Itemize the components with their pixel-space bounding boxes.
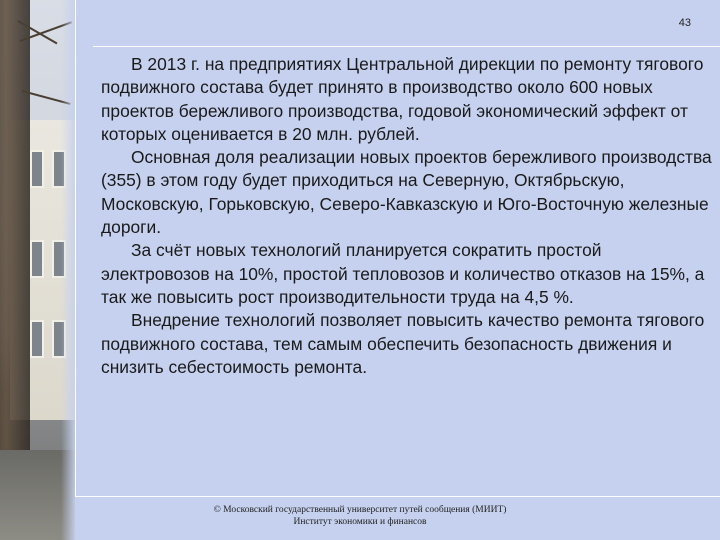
top-divider bbox=[93, 46, 720, 47]
paragraph: В 2013 г. на предприятиях Центральной дирекции по ремонту тягового подвижного состава будет принято в производство около 600 новых проектов бережливого производства, годовой экономический эффект от которых оценивается в 20 млн. рублей. bbox=[101, 54, 704, 144]
photo-fade bbox=[61, 0, 75, 540]
paragraph: За счёт новых технологий планируется сократить простой электровозов на 10%, простой тепловозов и количество отказов на 15%, а так же повысить рост производительности труда на 4,5 %. bbox=[101, 240, 705, 307]
building-photo bbox=[0, 0, 75, 540]
footer-copyright: © Московский государственный университет путей сообщения (МИИТ) bbox=[213, 505, 507, 515]
building-window bbox=[30, 150, 44, 188]
footer-institute: Институт экономики и финансов bbox=[293, 517, 427, 527]
bottom-divider bbox=[75, 496, 720, 497]
paragraph: Внедрение технологий позволяет повысить качество ремонта тягового подвижного состава, тем самым обеспечить безопасность движения и снизить себестоимость ремонта. bbox=[101, 310, 705, 377]
slide-body bbox=[101, 53, 713, 379]
footer bbox=[160, 504, 560, 528]
paragraph: Основная доля реализации новых проектов бережливого производства (355) в этом году будет приходиться на Северную, Октябрьскую, Московскую, Горьковскую, Северо-Кавказскую и Юго-Восточную железные дороги. bbox=[101, 147, 712, 238]
building-window bbox=[30, 320, 44, 358]
left-divider bbox=[75, 0, 76, 496]
building-window bbox=[30, 240, 44, 278]
page-number: 43 bbox=[678, 17, 691, 29]
